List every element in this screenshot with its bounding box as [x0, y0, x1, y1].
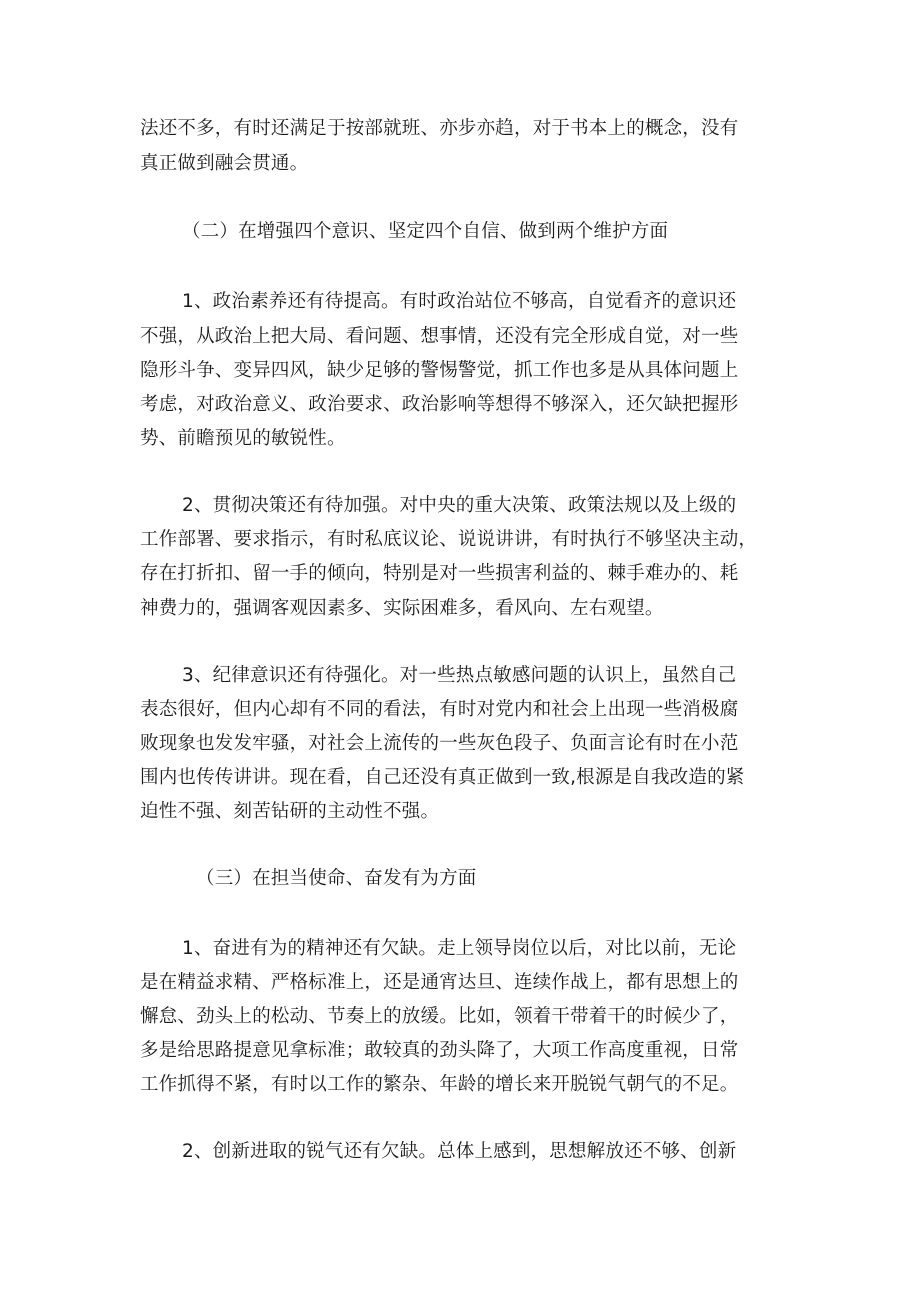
paragraph-line: 1、奋进有为的精神还有欠缺。走上领导岗位以后，对比以前，无论	[182, 938, 737, 959]
paragraph-line: 表态很好，但内心却有不同的看法，有时对党内和社会上出现一些消极腐	[140, 699, 739, 720]
paragraph-line: 懈怠、劲头上的松动、节奏上的放缓。比如，领着干带着干的时候少了，	[140, 1006, 739, 1027]
paragraph-line: 是在精益求精、严格标准上，还是通宵达旦、连续作战上，都有思想上的	[140, 972, 739, 993]
paragraph-line: 1、政治素养还有待提高。有时政治站位不够高，自觉看齐的意识还	[182, 291, 737, 312]
paragraph-line: 不强，从政治上把大局、看问题、想事情，还没有完全形成自觉，对一些	[140, 326, 739, 347]
paragraph-line: 败现象也发发牢骚，对社会上流传的一些灰色段子、负面言论有时在小范	[140, 733, 739, 754]
paragraph-line: 多是给思路提意见拿标准；敢较真的劲头降了，大项工作高度重视，日常	[140, 1040, 739, 1061]
paragraph-line: 隐形斗争、变异四风，缺少足够的警惕警觉，抓工作也多是从具体问题上	[140, 360, 739, 381]
paragraph-line: 3、纪律意识还有待强化。对一些热点敏感问题的认识上，虽然自己	[182, 665, 737, 686]
paragraph-line: 工作部署、要求指示，有时私底议论、说说讲讲，有时执行不够坚决主动，	[140, 529, 758, 550]
paragraph-line: 法还不多，有时还满足于按部就班、亦步亦趋，对于书本上的概念，没有	[140, 118, 739, 139]
paragraph-line: 工作抓得不紧，有时以工作的繁杂、年龄的增长来开脱锐气朝气的不足。	[140, 1074, 739, 1095]
paragraph-line: 围内也传传讲讲。现在看，自己还没有真正做到一致,根源是自我改造的紧	[140, 767, 745, 788]
paragraph-line: 迫性不强、刻苦钻研的主动性不强。	[140, 801, 440, 822]
section-heading: （三）在担当使命、奋发有为方面	[196, 868, 477, 889]
section-heading: （二）在增强四个意识、坚定四个自信、做到两个维护方面	[182, 221, 669, 242]
paragraph-line: 考虑，对政治意义、政治要求、政治影响等想得不够深入，还欠缺把握形	[140, 394, 739, 415]
paragraph-line: 真正做到融会贯通。	[140, 153, 309, 174]
paragraph-line: 2、贯彻决策还有待加强。对中央的重大决策、政策法规以及上级的	[182, 495, 737, 516]
paragraph-line: 存在打折扣、留一手的倾向，特别是对一些损害利益的、棘手难办的、耗	[140, 563, 739, 584]
paragraph-line: 势、前瞻预见的敏锐性。	[140, 428, 346, 449]
paragraph-line: 2、创新进取的锐气还有欠缺。总体上感到，思想解放还不够、创新	[182, 1141, 737, 1162]
paragraph-line: 神费力的，强调客观因素多、实际困难多，看风向、左右观望。	[140, 598, 664, 619]
